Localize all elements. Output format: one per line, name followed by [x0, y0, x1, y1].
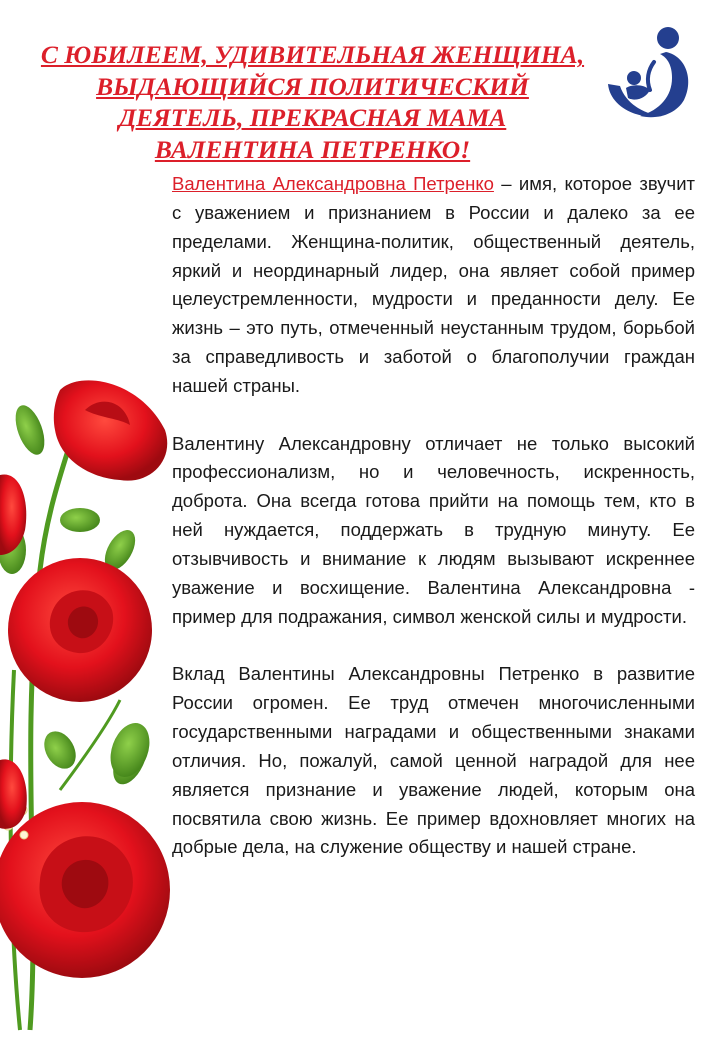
- paragraph-1: [172, 170, 695, 401]
- title-line-2: ВЫДАЮЩИЙСЯ ПОЛИТИЧЕСКИЙ: [96, 71, 529, 101]
- red-roses-bouquet-icon: [0, 370, 175, 1040]
- mother-and-child-logo-icon: [600, 18, 700, 123]
- page-title: [20, 39, 605, 165]
- title-line-1: С ЮБИЛЕЕМ, УДИВИТЕЛЬНАЯ ЖЕНЩИНА,: [40, 40, 585, 70]
- title-line-3: ДЕЯТЕЛЬ, ПРЕКРАСНАЯ МАМА: [118, 103, 507, 133]
- paragraph-2: Валентину Александровну отличает не только высокий профессионализм, но и человечность, искренность, доброта. Она всегда готова прийти на помощь тем, кто в ней нуждается, поддержать в трудную минуту. Ее отзывчивость и внимание к людям вызывают искреннее уважение и восхищение. Валентина Александровна - пример для подражания, символ женской силы и мудрости.: [172, 432, 695, 627]
- paragraph-3: Вклад Валентины Александровны Петренко в развитие России огромен. Ее труд отмечен многочисленными государственными наградами и общественными знаками отличия. Но, пожалуй, самой ценной наградой для нее является признание и уважение людей, которым она посвятила свою жизнь. Ее пример вдохновляет многих на добрые дела, на служение обществу и нашей стране.: [172, 663, 695, 858]
- honoree-name: Валентина Александровна Петренко: [172, 173, 494, 194]
- paragraph-1-text: – имя, которое звучит с уважением и признанием в России и далеко за ее пределами. Женщина-политик, общественный деятель, яркий и неординарный лидер, она являет собой пример целеустремленности, мудрости и преданности делу. Ее жизнь – это путь, отмеченный неустанным трудом, борьбой за справедливость и заботой о благополучии граждан нашей страны.: [172, 173, 695, 396]
- title-line-4: ВАЛЕНТИНА ПЕТРЕНКО!: [154, 134, 471, 164]
- article-body: [172, 170, 695, 862]
